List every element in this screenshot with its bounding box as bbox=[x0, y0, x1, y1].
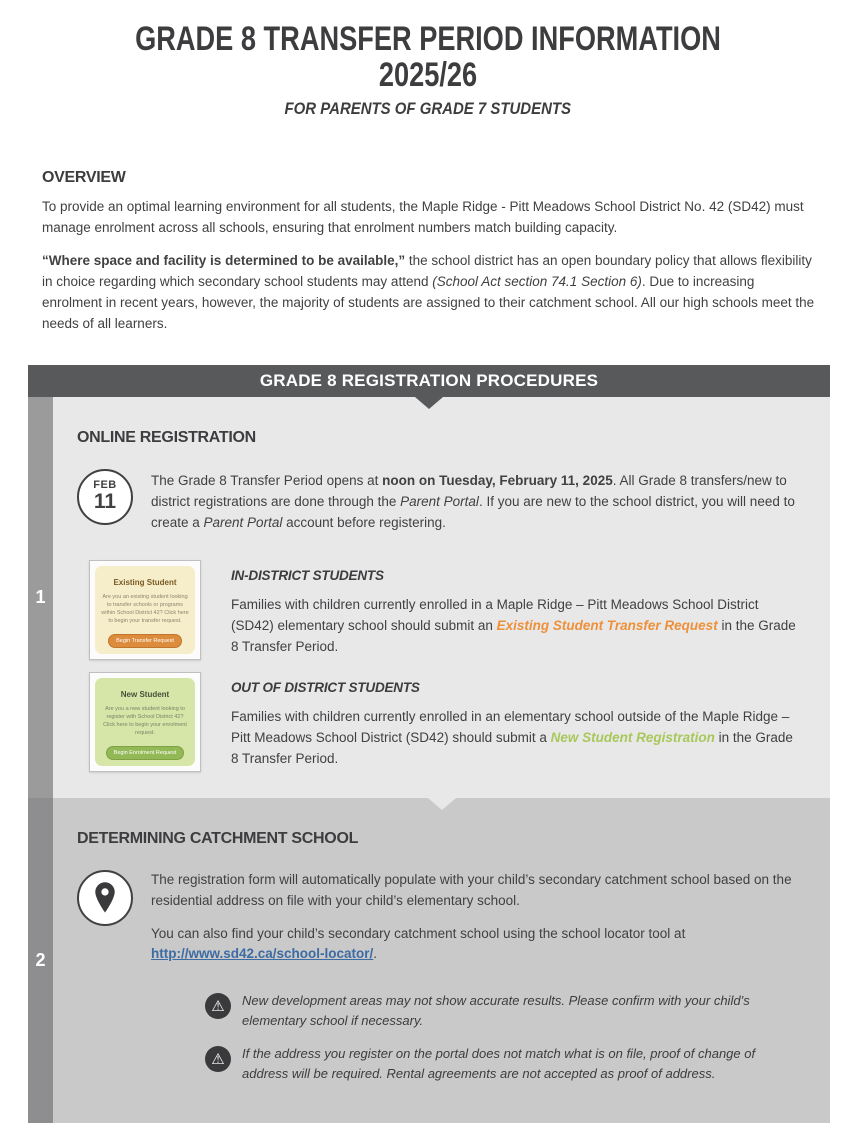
page-subtitle: FOR PARENTS OF GRADE 7 STUDENTS bbox=[284, 99, 572, 119]
step-1-heading: ONLINE REGISTRATION bbox=[77, 428, 256, 446]
new-student-card[interactable] bbox=[89, 672, 201, 772]
new-student-card-inner bbox=[95, 678, 195, 766]
date-badge-day: 11 bbox=[93, 490, 117, 514]
existing-student-card-inner bbox=[95, 566, 195, 654]
in-district-paragraph: Families with children currently enrolled in a Maple Ridge – Pitt Meadows School District (SD42) elementary school should submit an Existing Student Transfer Request in the Grade 8 Transfer Period. bbox=[231, 596, 796, 654]
warning-icon: ⚠ bbox=[205, 1046, 231, 1072]
step-1-number: 1 bbox=[35, 586, 46, 607]
step-2-heading: DETERMINING CATCHMENT SCHOOL bbox=[77, 829, 359, 847]
out-of-district-paragraph: Families with children currently enrolled in an elementary school outside of the Maple Ridge – Pitt Meadows School District (SD42) should submit a New Student Registration in the Grade 8 Transfer Period. bbox=[231, 708, 793, 766]
catchment-text bbox=[151, 870, 804, 978]
overview-heading: OVERVIEW bbox=[42, 169, 126, 187]
existing-student-card-body: Are you an existing student looking to transfer schools or programs within School District 42? Click here to begin your transfer request. bbox=[101, 593, 189, 625]
section-banner bbox=[28, 365, 830, 397]
existing-student-transfer-request-link[interactable]: Existing Student Transfer Request bbox=[496, 617, 718, 633]
new-student-registration-link[interactable]: New Student Registration bbox=[550, 729, 715, 745]
existing-student-card[interactable] bbox=[89, 560, 201, 660]
in-district-students bbox=[231, 560, 804, 658]
section-banner-label: GRADE 8 REGISTRATION PROCEDURES bbox=[259, 370, 599, 390]
page-title: GRADE 8 TRANSFER PERIOD INFORMATION 2025/26 bbox=[135, 20, 721, 94]
catchment-info-row bbox=[77, 870, 804, 978]
begin-enrolment-request-button[interactable]: Begin Enrolment Request bbox=[106, 746, 185, 760]
date-badge-icon bbox=[77, 469, 133, 525]
location-pin-icon bbox=[77, 870, 133, 926]
new-student-card-body: Are you a new student looking to register with School District 42? Click here to begin your enrolment request. bbox=[103, 705, 187, 737]
overview-section bbox=[42, 169, 818, 335]
date-badge-month: FEB bbox=[93, 479, 117, 492]
school-locator-link[interactable]: http://www.sd42.ca/school-locator/ bbox=[151, 946, 374, 962]
step-2-number-strip bbox=[28, 798, 53, 1123]
step-2-content bbox=[53, 798, 830, 1123]
section-pointer-triangle bbox=[428, 798, 456, 810]
warning-note-1 bbox=[205, 991, 804, 1030]
step-2-number: 2 bbox=[35, 950, 46, 971]
existing-student-card-title: Existing Student bbox=[113, 577, 177, 587]
transfer-period-intro bbox=[77, 469, 804, 534]
overview-paragraph-1: To provide an optimal learning environment for all students, the Maple Ridge - Pitt Meadows School District No. 42 (SD42) must manage enrolment across all schools, ensuring that enrolment numbers match building capacity. bbox=[42, 199, 804, 236]
intro-paragraph: The Grade 8 Transfer Period opens at noon on Tuesday, February 11, 2025. All Grade 8 transfers/new to district registrations are done through the Parent Portal. If you are new to the school district, you will need to create a Parent Portal account before registering. bbox=[151, 472, 795, 530]
warning-note-2-text: If the address you register on the portal does not match what is on file, proof of change of address will be required. Rental agreements are not accepted as proof of address. bbox=[242, 1046, 756, 1081]
out-of-district-heading: OUT OF DISTRICT STUDENTS bbox=[231, 679, 420, 695]
step-1-content bbox=[53, 397, 830, 798]
step-1-online-registration bbox=[28, 397, 830, 798]
step-1-number-strip bbox=[28, 397, 53, 798]
registration-procedures bbox=[28, 365, 830, 1123]
warning-note-2 bbox=[205, 1044, 804, 1083]
overview-paragraph-2: “Where space and facility is determined to be available,” the school district has an open boundary policy that allows flexibility in choice regarding which secondary school students may attend (School Act section 74.1 Section 6). Due to increasing enrolment in recent years, however, the majority of students are assigned to their catchment school. All our high schools meet the needs of all learners. bbox=[42, 253, 815, 331]
out-of-district-row bbox=[77, 672, 804, 772]
in-district-row bbox=[77, 560, 804, 660]
new-student-card-title: New Student bbox=[120, 689, 170, 699]
warning-icon: ⚠ bbox=[205, 993, 231, 1019]
warning-notes bbox=[205, 991, 804, 1083]
document-header bbox=[0, 0, 856, 119]
warning-note-1-text: New development areas may not show accurate results. Please confirm with your child’s elementary school if necessary. bbox=[242, 993, 750, 1028]
catchment-paragraph-1: The registration form will automatically populate with your child’s secondary catchment school based on the residential address on file with your child’s elementary school. bbox=[151, 871, 792, 908]
banner-pointer-triangle bbox=[415, 397, 443, 409]
begin-transfer-request-button[interactable]: Begin Transfer Request bbox=[108, 634, 182, 648]
out-of-district-students bbox=[231, 672, 804, 770]
in-district-heading: IN-DISTRICT STUDENTS bbox=[231, 567, 384, 583]
catchment-paragraph-2: You can also find your child’s secondary catchment school using the school locator tool at http://www.sd42.ca/school-locator/. bbox=[151, 925, 686, 962]
step-2-determining-catchment bbox=[28, 798, 830, 1123]
